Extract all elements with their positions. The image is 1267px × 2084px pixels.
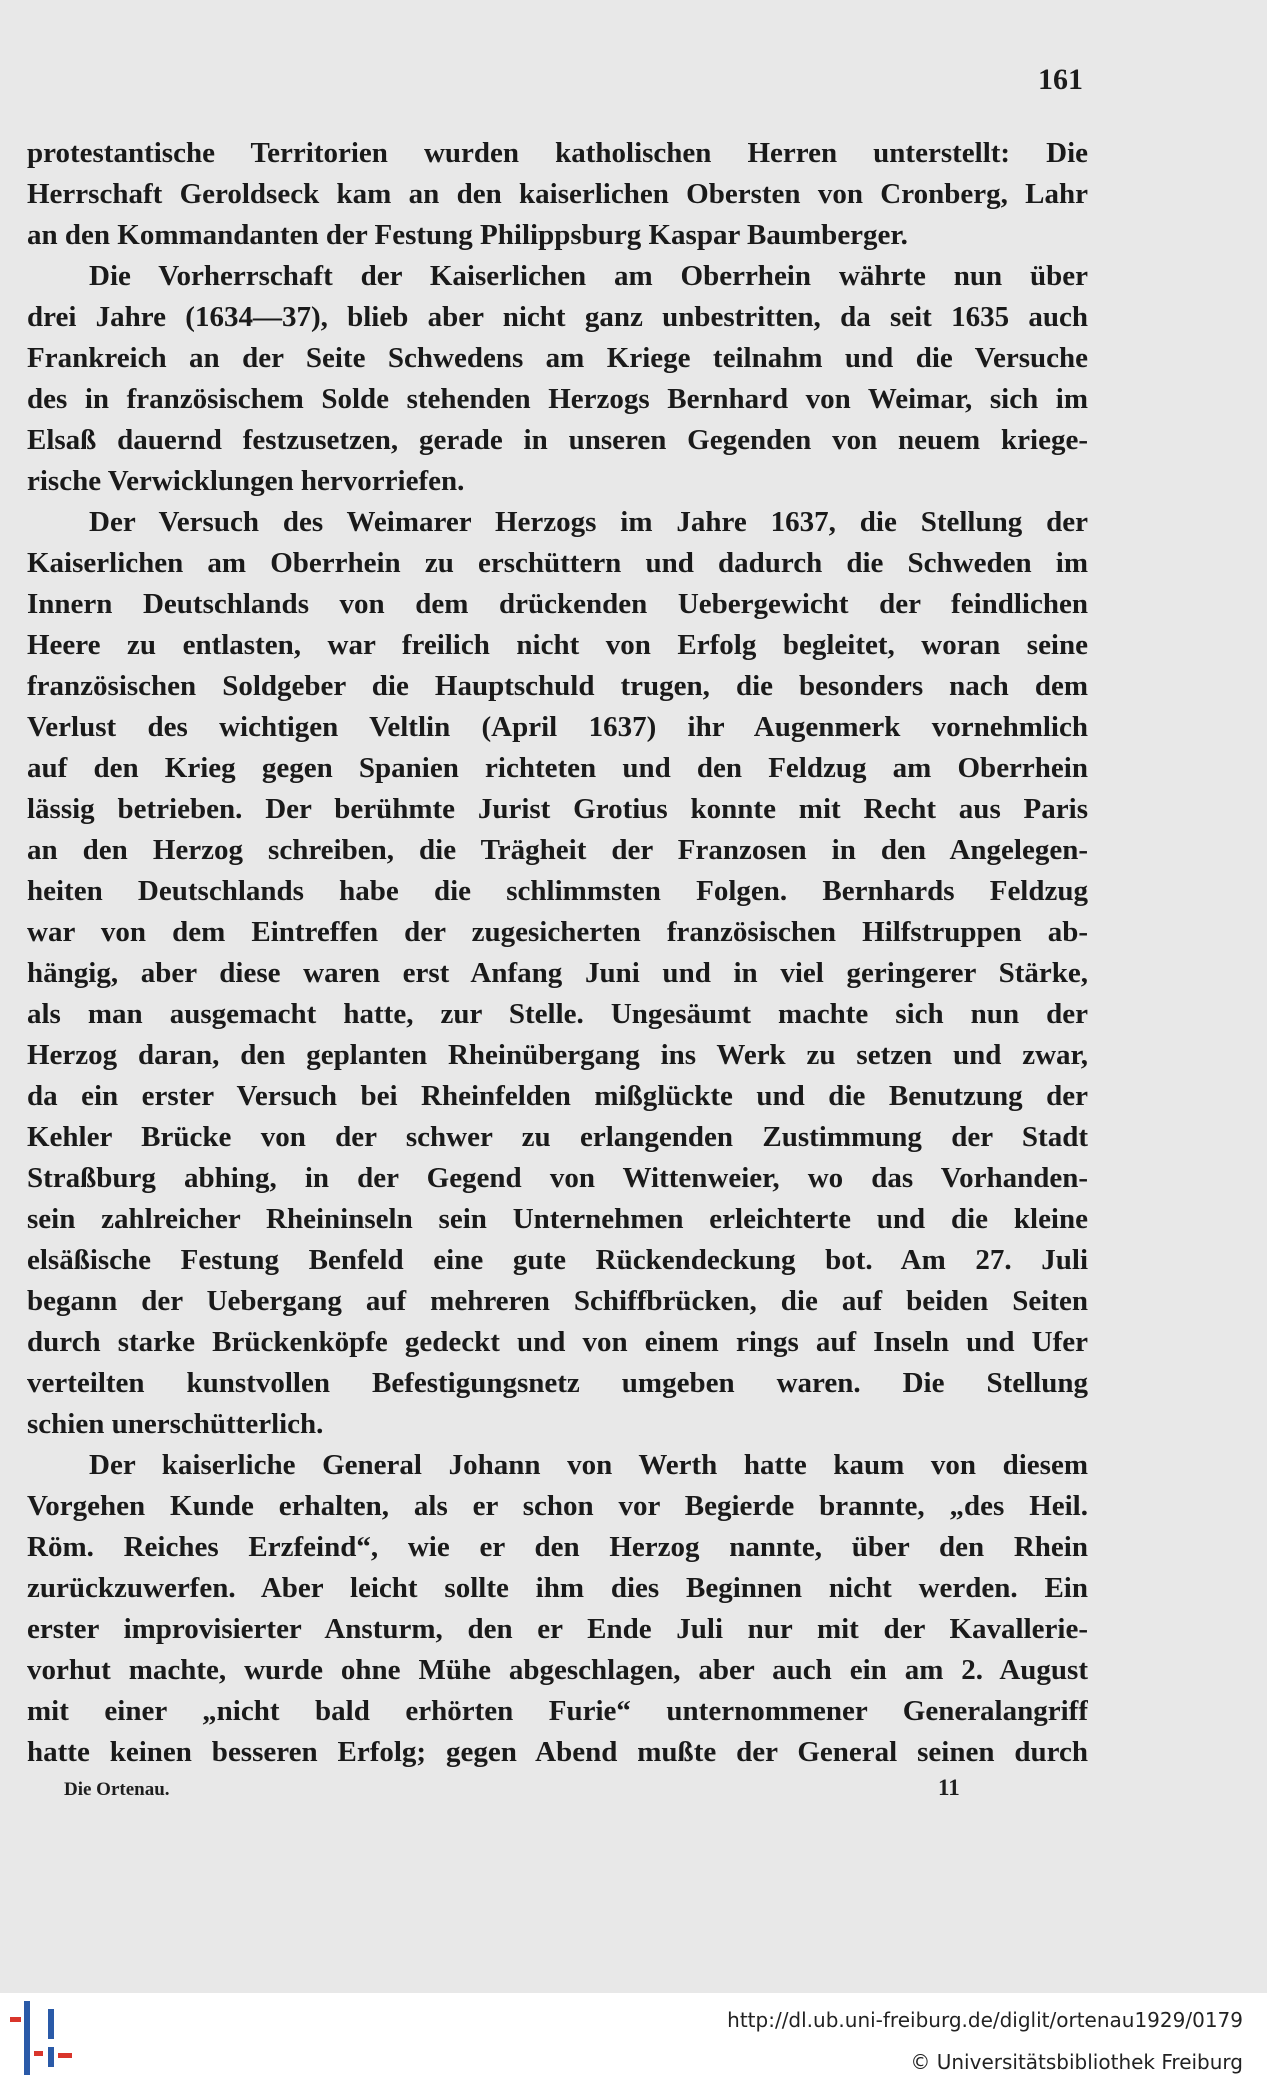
paragraph — [27, 133, 1088, 256]
text-line: Röm. Reiches Erzfeind“, wie er den Herzog nannte, über den Rhein — [27, 1531, 1088, 1563]
text-line: Die Vorherrschaft der Kaiserlichen am Oberrhein währte nun über — [89, 260, 1088, 292]
text-line: protestantische Territorien wurden katholischen Herren unterstellt: Die — [27, 137, 1088, 169]
text-line: Elsaß dauernd festzusetzen, gerade in unseren Gegenden von neuem kriege- — [27, 424, 1088, 456]
text-line: auf den Krieg gegen Spanien richteten und den Feldzug am Oberrhein — [27, 752, 1088, 784]
text-line: erster improvisierter Ansturm, den er Ende Juli nur mit der Kavallerie- — [27, 1613, 1088, 1645]
text-line: mit einer „nicht bald erhörten Furie“ unternommener Generalangriff — [27, 1695, 1088, 1727]
text-line: begann der Uebergang auf mehreren Schiffbrücken, die auf beiden Seiten — [27, 1285, 1088, 1317]
text-line: heiten Deutschlands habe die schlimmsten Folgen. Bernhards Feldzug — [27, 875, 1088, 907]
text-line: war von dem Eintreffen der zugesicherten französischen Hilfstruppen ab- — [27, 916, 1088, 948]
text-line: rische Verwicklungen hervorriefen. — [27, 465, 465, 497]
text-line: Vorgehen Kunde erhalten, als er schon vor Begierde brannte, „des Heil. — [27, 1490, 1088, 1522]
text-line: hängig, aber diese waren erst Anfang Juni und in viel geringerer Stärke, — [27, 957, 1088, 989]
text-line: an den Kommandanten der Festung Philippsburg Kaspar Baumberger. — [27, 219, 908, 251]
text-line: da ein erster Versuch bei Rheinfelden mißglückte und die Benutzung der — [27, 1080, 1088, 1112]
text-line: drei Jahre (1634—37), blieb aber nicht ganz unbestritten, da seit 1635 auch — [27, 301, 1088, 333]
text-line: Straßburg abhing, in der Gegend von Wittenweier, wo das Vorhanden- — [27, 1162, 1088, 1194]
text-line: vorhut machte, wurde ohne Mühe abgeschlagen, aber auch ein am 2. August — [27, 1654, 1088, 1686]
text-line: Herrschaft Geroldseck kam an den kaiserlichen Obersten von Cronberg, Lahr — [27, 178, 1088, 210]
paragraph — [27, 256, 1088, 502]
text-line: Verlust des wichtigen Veltlin (April 1637) ihr Augenmerk vornehmlich — [27, 711, 1088, 743]
text-line: hatte keinen besseren Erfolg; gegen Abend mußte der General seinen durch — [27, 1736, 1088, 1768]
text-line: verteilten kunstvollen Befestigungsnetz umgeben waren. Die Stellung — [27, 1367, 1088, 1399]
text-line: elsäßische Festung Benfeld eine gute Rückendeckung bot. Am 27. Juli — [27, 1244, 1088, 1276]
text-line: Frankreich an der Seite Schwedens am Kriege teilnahm und die Versuche — [27, 342, 1088, 374]
text-line: Kehler Brücke von der schwer zu erlangenden Zustimmung der Stadt — [27, 1121, 1088, 1153]
text-line: lässig betrieben. Der berühmte Jurist Grotius konnte mit Recht aus Paris — [27, 793, 1088, 825]
body-text — [27, 133, 1088, 1773]
copyright-notice: © Universitätsbibliothek Freiburg — [910, 2050, 1243, 2074]
footer-title: Die Ortenau. — [64, 1779, 170, 1800]
viewer-footer-bar — [0, 1993, 1267, 2084]
text-line: Kaiserlichen am Oberrhein zu erschüttern und dadurch die Schweden im — [27, 547, 1088, 579]
text-line: durch starke Brückenköpfe gedeckt und von einem rings auf Inseln und Ufer — [27, 1326, 1088, 1358]
permalink-link[interactable]: http://dl.ub.uni-freiburg.de/diglit/ortenau1929/0179 — [727, 2008, 1243, 2032]
paragraph — [27, 502, 1088, 1445]
page-number: 161 — [1038, 63, 1083, 96]
text-line: als man ausgemacht hatte, zur Stelle. Ungesäumt machte sich nun der — [27, 998, 1088, 1030]
text-line: französischen Soldgeber die Hauptschuld trugen, die besonders nach dem — [27, 670, 1088, 702]
text-line: sein zahlreicher Rheininseln sein Unternehmen erleichterte und die kleine — [27, 1203, 1088, 1235]
text-line: Innern Deutschlands von dem drückenden Uebergewicht der feindlichen — [27, 588, 1088, 620]
digital-library-logo-icon[interactable] — [10, 2001, 74, 2075]
paragraph — [27, 1445, 1088, 1773]
text-line: Der kaiserliche General Johann von Werth hatte kaum von diesem — [89, 1449, 1088, 1481]
text-line: Der Versuch des Weimarer Herzogs im Jahre 1637, die Stellung der — [89, 506, 1088, 538]
text-line: des in französischem Solde stehenden Herzogs Bernhard von Weimar, sich im — [27, 383, 1088, 415]
text-line: zurückzuwerfen. Aber leicht sollte ihm dies Beginnen nicht werden. Ein — [27, 1572, 1088, 1604]
text-line: Herzog daran, den geplanten Rheinübergang ins Werk zu setzen und zwar, — [27, 1039, 1088, 1071]
text-line: schien unerschütterlich. — [27, 1408, 324, 1440]
text-line: an den Herzog schreiben, die Trägheit der Franzosen in den Angelegen- — [27, 834, 1088, 866]
footer-signature: 11 — [938, 1775, 960, 1800]
text-line: Heere zu entlasten, war freilich nicht von Erfolg begleitet, woran seine — [27, 629, 1088, 661]
